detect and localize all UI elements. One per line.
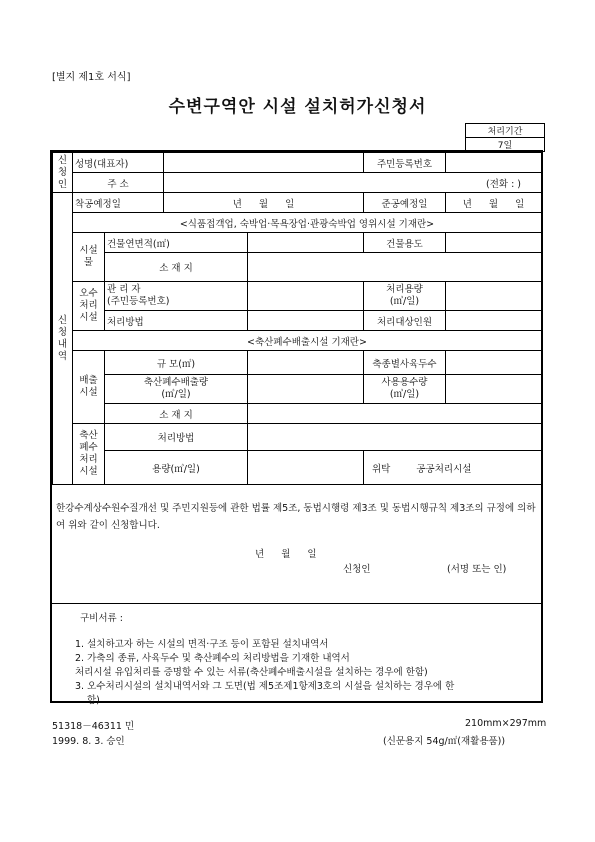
- section-divider: [52, 603, 541, 604]
- discharge-amount-label: [105, 375, 248, 404]
- address-field[interactable]: [164, 173, 542, 193]
- start-date-label: 착공예정일: [73, 193, 164, 213]
- application-section-label: 신청내역: [53, 193, 73, 485]
- consignment-label: 위탁: [372, 463, 391, 475]
- processing-period-box: [465, 123, 545, 152]
- discharge-amount-label-text: 축산폐수배출량: [143, 377, 209, 388]
- manager-sub-label: (주민등록번호): [107, 296, 170, 307]
- treatment-facility-label: 축산폐수처리시설: [73, 424, 105, 485]
- declaration-date: 년 월 일: [255, 549, 317, 560]
- food-section-header: <식품접객업, 숙박업·목욕장업·관광숙박업 영위시설 기재란>: [73, 213, 542, 233]
- footer-doc-number: 51318－46311 민: [52, 721, 135, 732]
- location-label: 소 재 지: [105, 253, 248, 282]
- treatment-method-field[interactable]: [248, 424, 542, 451]
- completion-date-label: 준공예정일: [364, 193, 446, 213]
- location2-field[interactable]: [248, 404, 542, 424]
- discharge-facility-label: 배출시설: [73, 351, 105, 424]
- discharge-unit: (㎥/일): [161, 389, 191, 400]
- building-use-field[interactable]: [446, 233, 542, 253]
- manager-label: [105, 282, 248, 311]
- required-doc-item: 처리시설 유입처리를 증명할 수 있는 서류(축산폐수배출시설을 설치하는 경우에 한함): [75, 667, 428, 678]
- target-population-label: 처리대상인원: [364, 311, 446, 331]
- target-population-field[interactable]: [446, 311, 542, 331]
- treatment-capacity-label: 용량(㎥/일): [105, 451, 248, 485]
- head-count-field[interactable]: [446, 351, 542, 375]
- consignment-cell: [364, 451, 542, 485]
- declaration-text: 한강수계상수원수질개선 및 주민지원등에 관한 법률 제5조, 동법시행령 제3조 및 동법시행규칙 제3조의 규정에 의하여 위와 같이 신청합니다.: [56, 503, 536, 531]
- capacity-label: [364, 282, 446, 311]
- livestock-section-header: <축산폐수배출시설 기재란>: [73, 331, 542, 351]
- applicant-section-label: 신청인: [53, 153, 73, 193]
- scale-label: 규 모(㎡): [105, 351, 248, 375]
- required-doc-item: 1. 설치하고자 하는 시설의 면적·구조 등이 포함된 설치내역서: [75, 639, 329, 650]
- manager-field[interactable]: [248, 282, 364, 311]
- processing-period-label: 처리기간: [466, 124, 545, 138]
- location2-label: 소 재 지: [105, 404, 248, 424]
- discharge-amount-field[interactable]: [248, 375, 364, 404]
- water-usage-label: [364, 375, 446, 404]
- water-usage-field[interactable]: [446, 375, 542, 404]
- form-code: [별지 제1호 서식]: [52, 72, 131, 83]
- application-form-table: [52, 152, 542, 485]
- method-field[interactable]: [248, 311, 364, 331]
- declaration-applicant-label: 신청인: [343, 564, 371, 575]
- location-field[interactable]: [248, 253, 542, 282]
- completion-date-field[interactable]: 년 월 일: [446, 193, 542, 213]
- resident-number-label: 주민등록번호: [364, 153, 446, 173]
- footer-paper-size: 210mm×297mm: [465, 718, 547, 729]
- method-label: 처리방법: [105, 311, 248, 331]
- form-title: 수변구역안 시설 설치허가신청서: [168, 97, 427, 117]
- capacity-field[interactable]: [446, 282, 542, 311]
- treatment-method-label: 처리방법: [105, 424, 248, 451]
- head-count-label: 축종별사육두수: [364, 351, 446, 375]
- water-usage-label-text: 사용용수량: [381, 377, 428, 388]
- water-usage-unit: (㎥/일): [389, 389, 420, 400]
- name-label: 성명(대표자): [73, 153, 164, 173]
- required-doc-item: 3. 오수처리시설의 설치내역서와 그 도면(법 제5조제1항제3호의 시설을 설치하는 경우에 한: [75, 681, 455, 692]
- floor-area-field[interactable]: [248, 233, 364, 253]
- capacity-unit: (㎥/일): [389, 296, 420, 307]
- capacity-label-text: 처리용량: [386, 284, 423, 295]
- scale-field[interactable]: [248, 351, 364, 375]
- processing-period-value: 7일: [466, 138, 545, 152]
- floor-area-label: 건물연면적(㎡): [105, 233, 248, 253]
- wastewater-facility-label: 오수처리시설: [73, 282, 105, 331]
- resident-number-field[interactable]: [446, 153, 542, 173]
- signature-note: (서명 또는 인): [447, 564, 507, 575]
- footer-approval: 1999. 8. 3. 승인: [52, 736, 125, 747]
- phone-label: (전화 : ): [485, 178, 521, 190]
- footer-paper-spec: (신문용지 54g/㎡(재활용품)): [383, 736, 506, 747]
- required-doc-item: 함): [87, 695, 100, 706]
- public-treatment-label: 공공처리시설: [416, 463, 472, 475]
- required-docs-title: 구비서류 :: [80, 613, 123, 624]
- required-doc-item: 2. 가축의 종류, 사육두수 및 축산폐수의 처리방법을 기재한 내역서: [75, 653, 350, 664]
- required-docs-list: [75, 638, 454, 708]
- building-use-label: 건물용도: [364, 233, 446, 253]
- facility-label: 시설물: [73, 233, 105, 282]
- address-label: 주 소: [73, 173, 164, 193]
- start-date-field[interactable]: 년 월 일: [164, 193, 364, 213]
- manager-label-text: 관 리 자: [107, 284, 141, 295]
- name-field[interactable]: [164, 153, 364, 173]
- treatment-capacity-field[interactable]: [248, 451, 364, 485]
